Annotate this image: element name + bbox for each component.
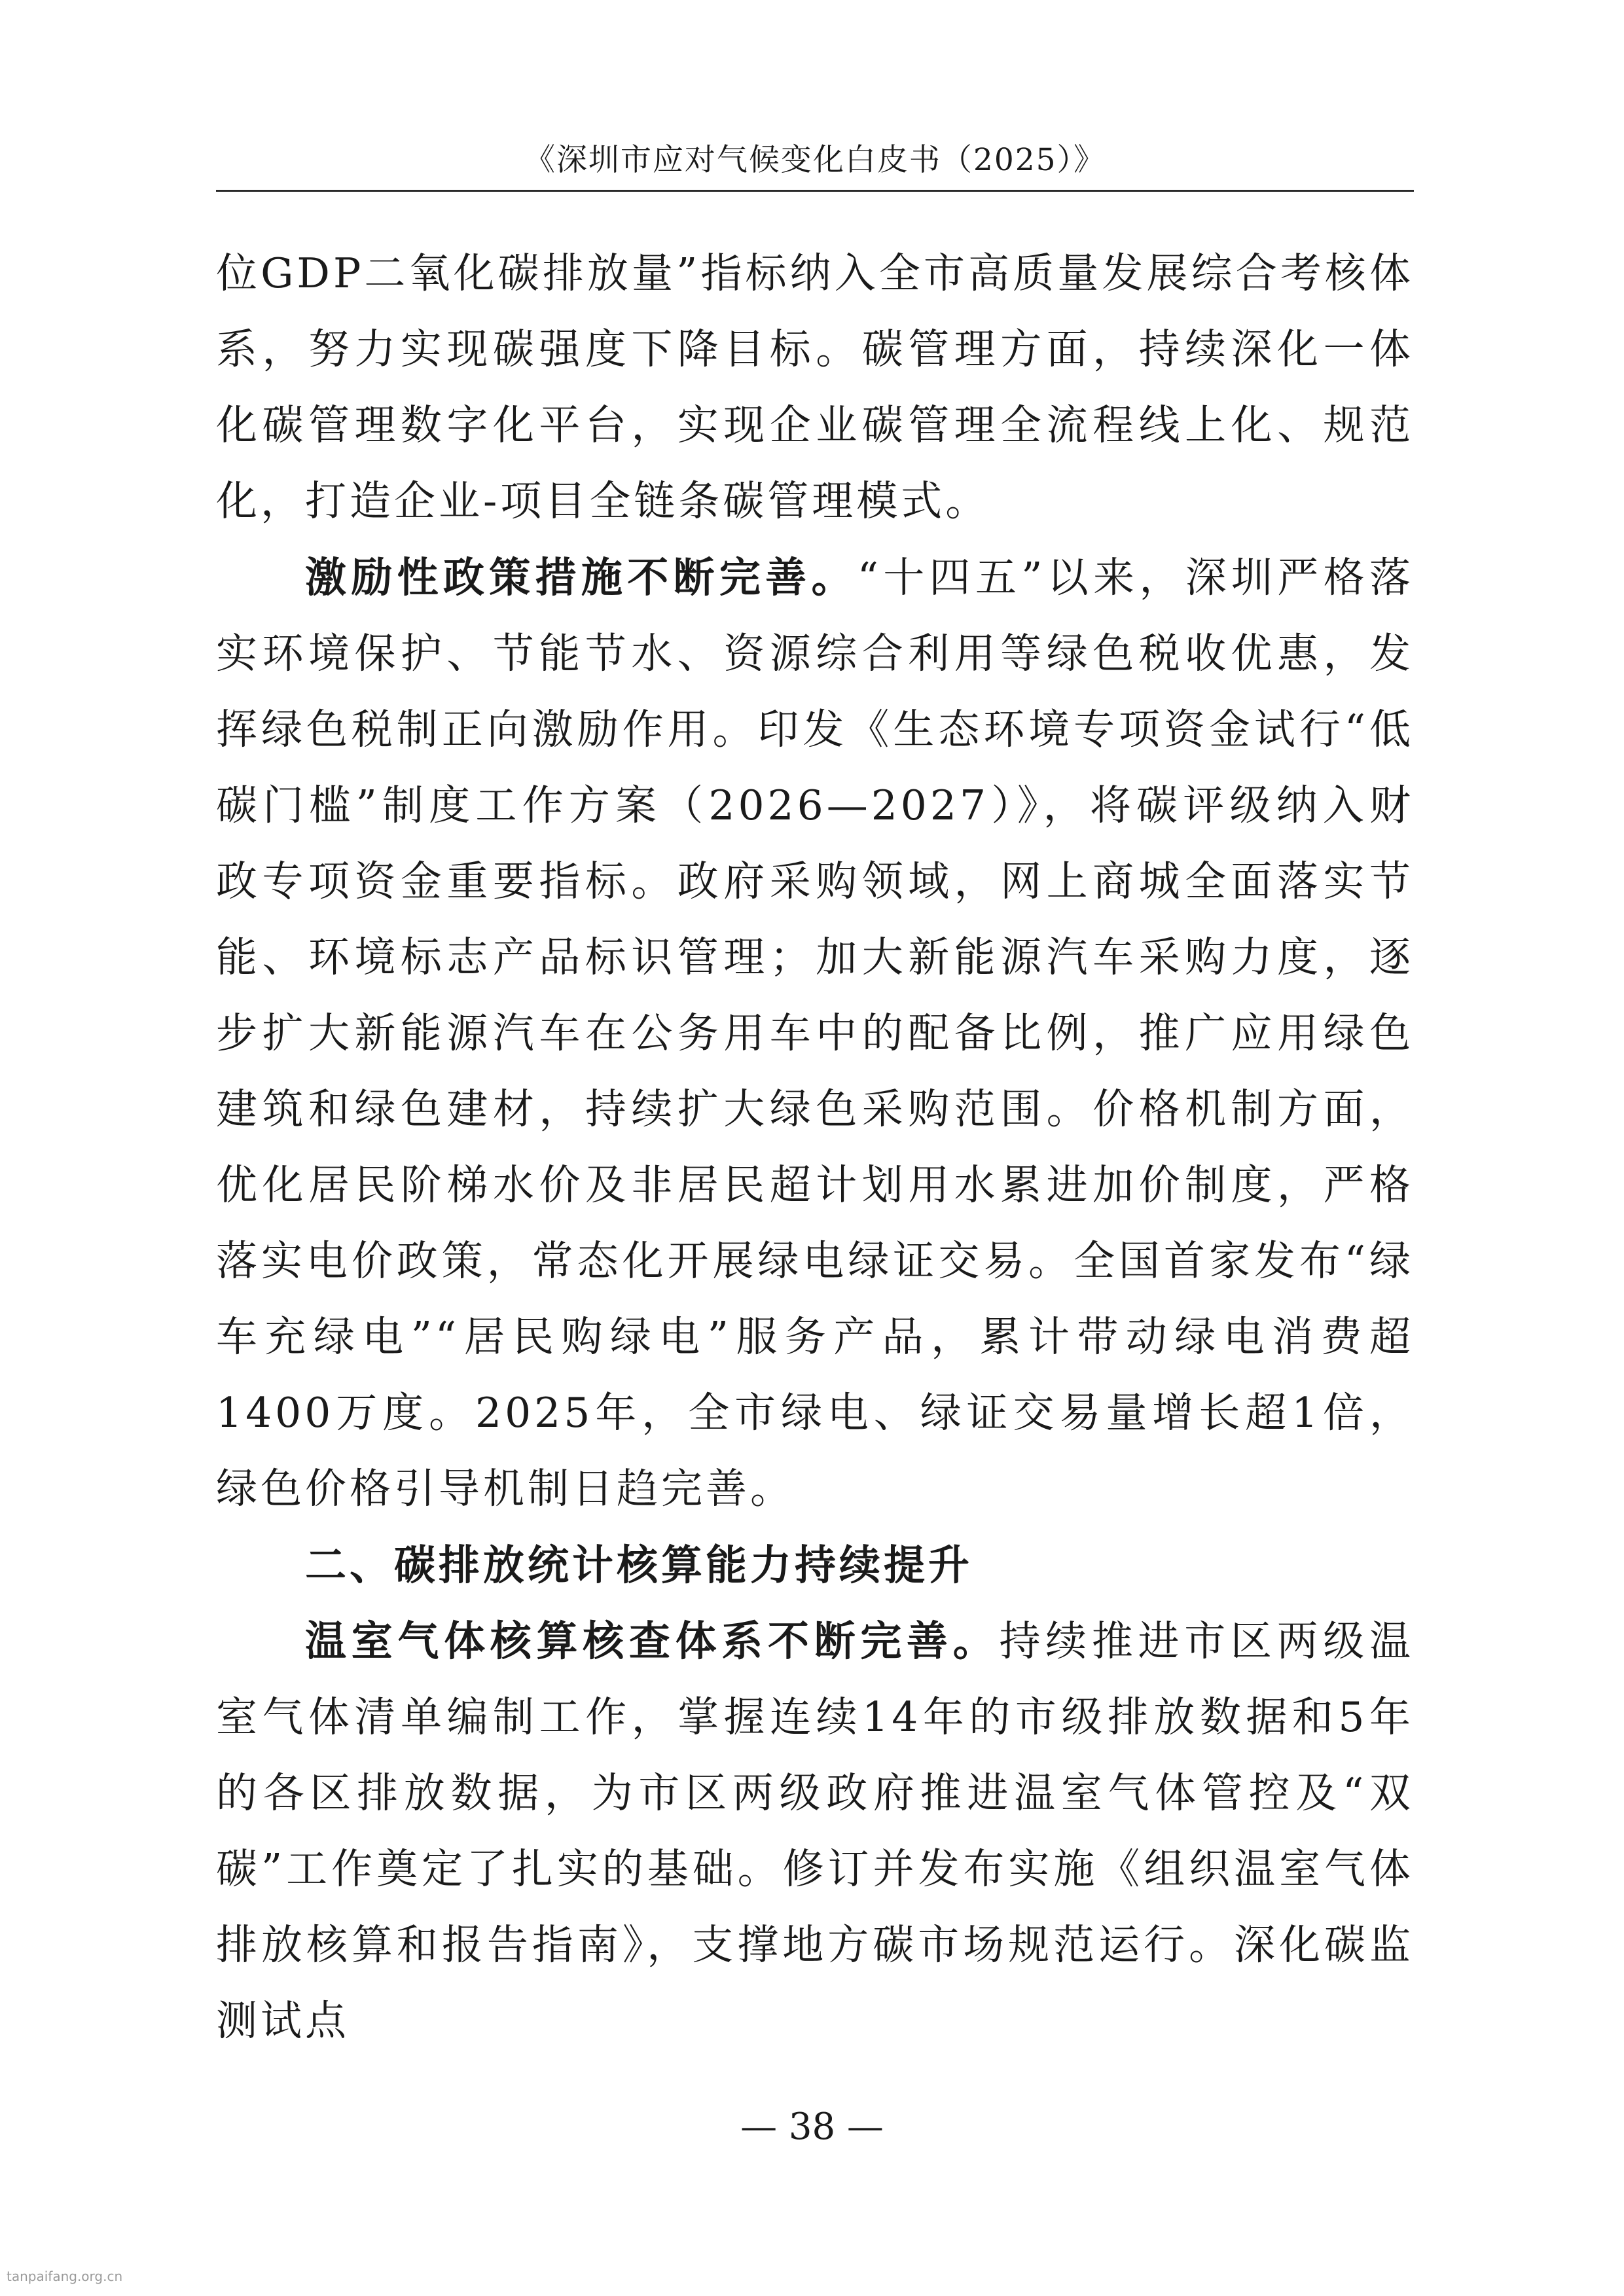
site-watermark: tanpaifang.org.cn [7, 2269, 123, 2284]
document-body [216, 236, 1414, 2059]
paragraph-text: 持续推进市区两级温室气体清单编制工作，掌握连续14年的市级排放数据和5年的各区排放数据，为市区两级政府推进温室气体管控及“双碳”工作奠定了扎实的基础。修订并发布实施《组织温室气体排放核算和报告指南》，支撑地方碳市场规范运行。深化碳监测试点 [216, 1617, 1415, 2045]
paragraph-ghg-accounting [216, 1603, 1414, 2059]
paragraph-lead-heading: 温室气体核算核查体系不断完善。 [305, 1617, 1000, 1665]
paragraph-continuation [216, 236, 1414, 539]
header-divider [216, 190, 1414, 192]
paragraph-text: “十四五”以来，深圳严格落实环境保护、节能节水、资源综合利用等绿色税收优惠，发挥绿色税制正向激励作用。印发《生态环境专项资金试行“低碳门槛”制度工作方案（2026—2027）》，将碳评级纳入财政专项资金重要指标。政府采购领域，网上商城全面落实节能、环境标志产品标识管理；加大新能源汽车采购力度，逐步扩大新能源汽车在公务用车中的配备比例，推广应用绿色建筑和绿色建材，持续扩大绿色采购范围。价格机制方面，优化居民阶梯水价及非居民超计划用水累进加价制度，严格落实电价政策，常态化开展绿电绿证交易。全国首家发布“绿车充绿电”“居民购绿电”服务产品，累计带动绿电消费超1400万度。2025年，全市绿电、绿证交易量增长超1倍，绿色价格引导机制日趋完善。 [216, 554, 1415, 1513]
paragraph-lead-heading: 激励性政策措施不断完善。 [305, 553, 857, 601]
page-number: — 38 — [740, 2106, 884, 2148]
paragraph-text: 位GDP二氧化碳排放量”指标纳入全市高质量发展综合考核体系，努力实现碳强度下降目标。碳管理方面，持续深化一体化碳管理数字化平台，实现企业碳管理全流程线上化、规范化，打造企业-项目全链条碳管理模式。 [216, 249, 1414, 525]
paragraph-incentive-policy [216, 539, 1414, 1527]
running-header-title: 《深圳市应对气候变化白皮书（2025）》 [524, 142, 1106, 178]
section-heading: 二、碳排放统计核算能力持续提升 [305, 1541, 973, 1589]
